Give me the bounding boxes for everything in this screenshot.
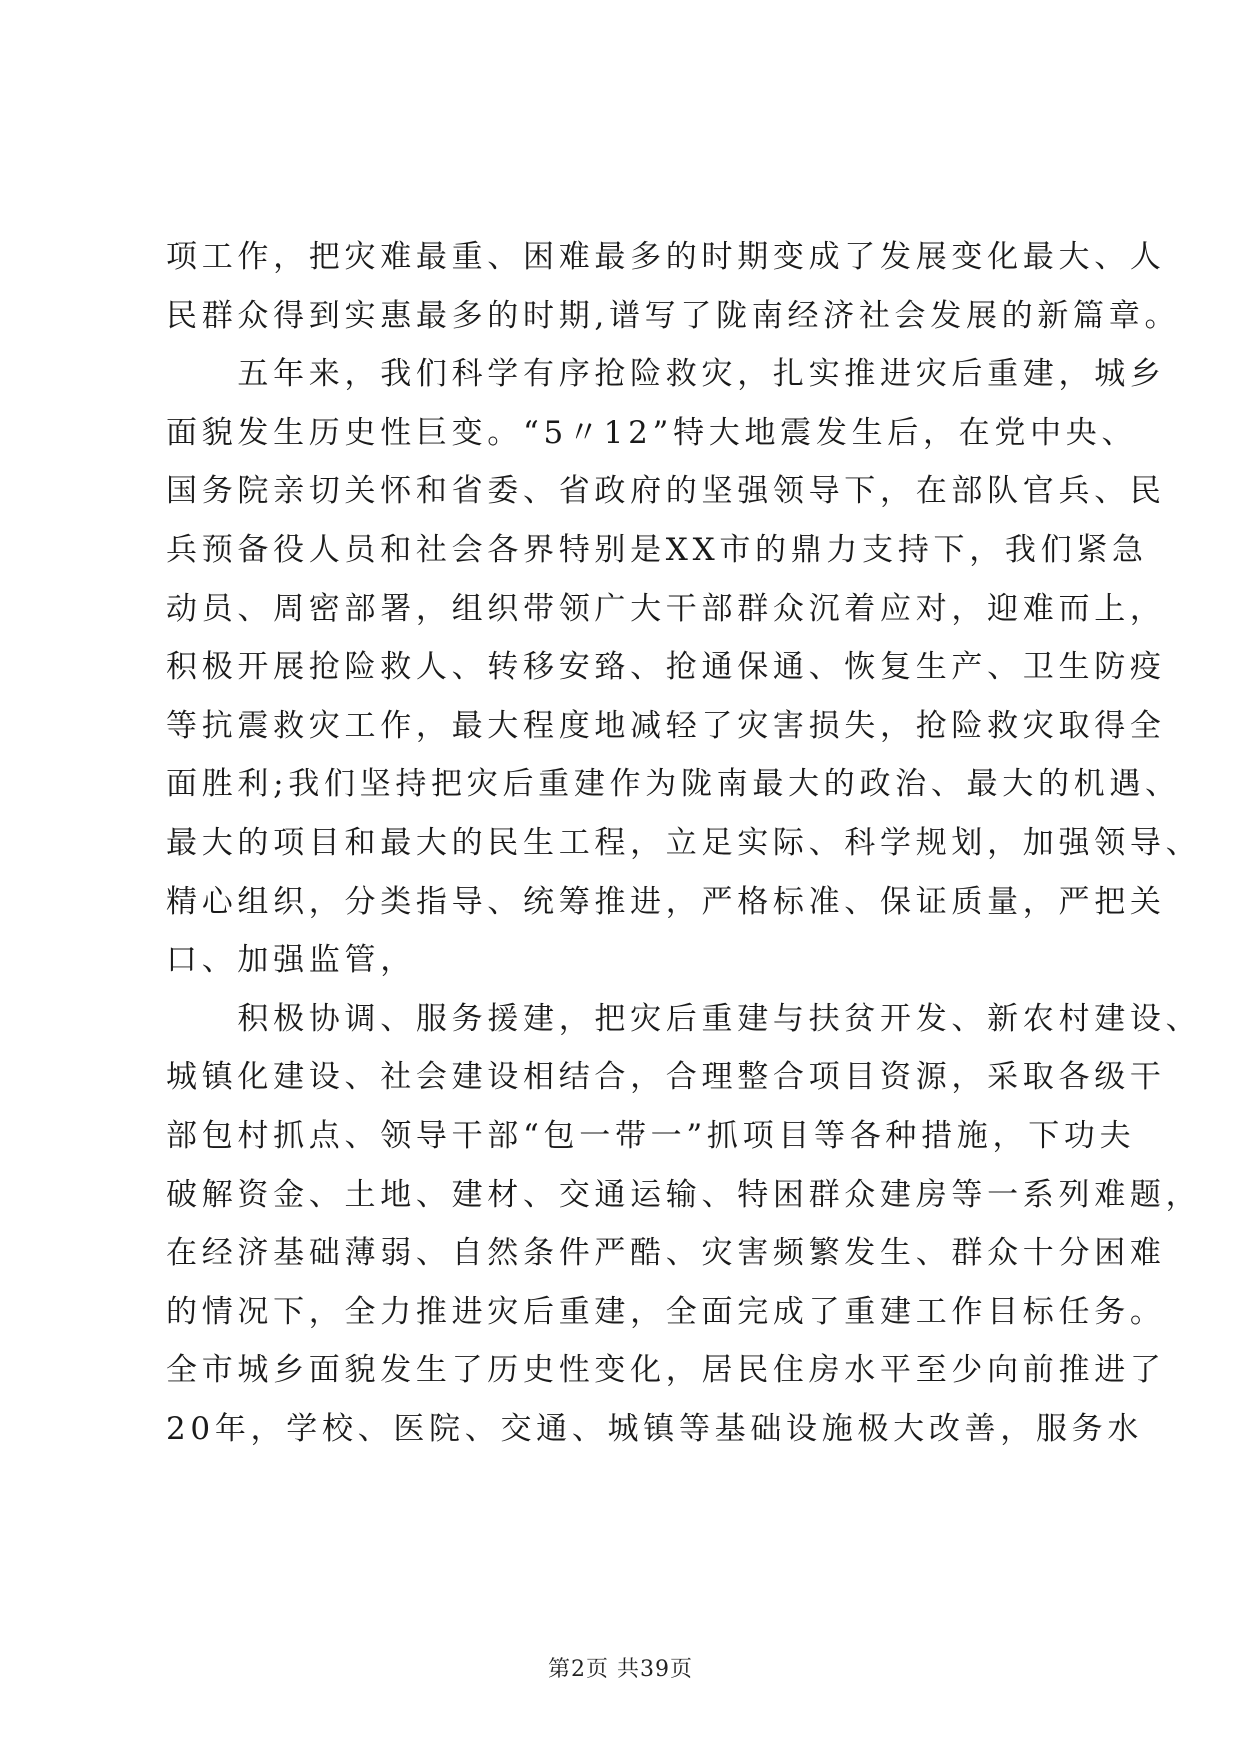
text-line: 积极协调、服务援建，把灾后重建与扶贫开发、新农村建设、 bbox=[166, 1000, 1202, 1037]
text-line: 民群众得到实惠最多的时期,谱写了陇南经济社会发展的新篇章。 bbox=[166, 297, 1181, 334]
text-line: 面胜利;我们坚持把灾后重建作为陇南最大的政治、最大的机遇、 bbox=[166, 766, 1181, 803]
text-line: 破解资金、土地、建材、交通运输、特困群众建房等一系列难题， bbox=[166, 1176, 1202, 1213]
text-line: 的情况下，全力推进灾后重建，全面完成了重建工作目标任务。 bbox=[166, 1293, 1166, 1330]
text-line: 五年来，我们科学有序抢险救灾，扎实推进灾后重建，城乡 bbox=[166, 356, 1166, 393]
page-number-footer: 第2页 共39页 bbox=[548, 1657, 693, 1682]
text-line: 口、加强监管， bbox=[166, 942, 416, 979]
text-line: 积极开展抢险救人、转移安臵、抢通保通、恢复生产、卫生防疫 bbox=[166, 649, 1166, 686]
text-line: 国务院亲切关怀和省委、省政府的坚强领导下，在部队官兵、民 bbox=[166, 473, 1166, 510]
text-line: 全市城乡面貌发生了历史性变化，居民住房水平至少向前推进了 bbox=[166, 1352, 1166, 1389]
text-line: 等抗震救灾工作，最大程度地减轻了灾害损失，抢险救灾取得全 bbox=[166, 707, 1166, 744]
body-text bbox=[166, 228, 1202, 1458]
text-line: 20年，学校、医院、交通、城镇等基础设施极大改善，服务水 bbox=[166, 1410, 1144, 1447]
text-line: 动员、周密部署，组织带领广大干部群众沉着应对，迎难而上， bbox=[166, 590, 1166, 627]
text-line: 在经济基础薄弱、自然条件严酷、灾害频繁发生、群众十分困难 bbox=[166, 1235, 1166, 1272]
text-line: 面貌发生历史性巨变。“5〃12”特大地震发生后，在党中央、 bbox=[166, 414, 1138, 451]
text-line: 城镇化建设、社会建设相结合，合理整合项目资源，采取各级干 bbox=[166, 1059, 1166, 1096]
text-line: 最大的项目和最大的民生工程，立足实际、科学规划，加强领导、 bbox=[166, 824, 1202, 861]
text-line: 项工作，把灾难最重、困难最多的时期变成了发展变化最大、人 bbox=[166, 239, 1166, 275]
text-line: 部包村抓点、领导干部“包一带一”抓项目等各种措施，下功夫 bbox=[166, 1117, 1136, 1154]
text-line: 精心组织，分类指导、统筹推进，严格标准、保证质量，严把关 bbox=[166, 883, 1166, 920]
text-line: 兵预备役人员和社会各界特别是XX市的鼎力支持下，我们紧急 bbox=[166, 531, 1148, 568]
